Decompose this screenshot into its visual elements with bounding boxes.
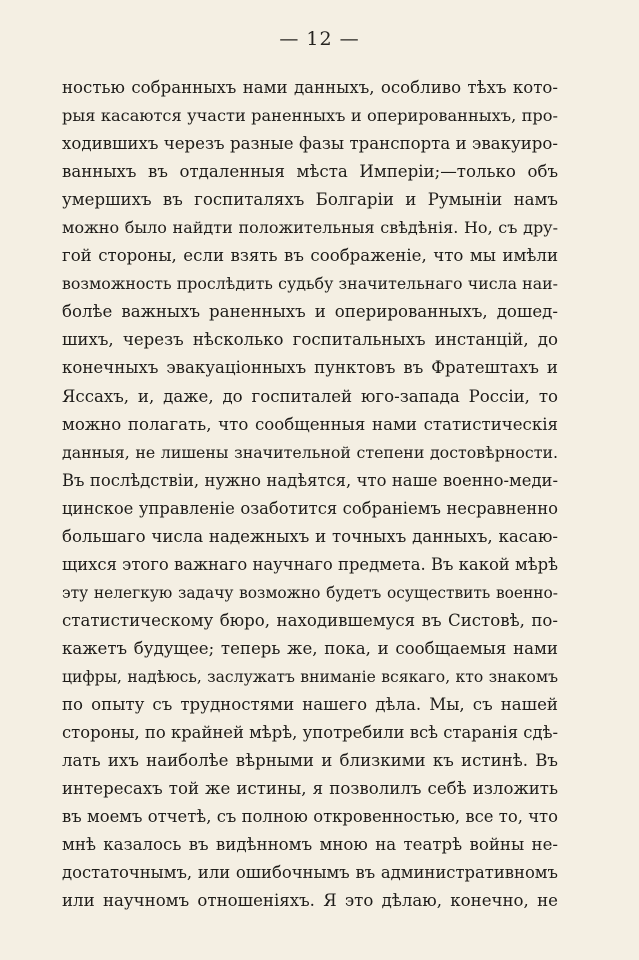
text-line: мнѣ казалось въ видѣнномъ мною на театрѣ войны не- (62, 835, 558, 855)
text-line: возможность прослѣдить судьбу значительнаго числа наи- (62, 274, 558, 294)
text-line: ванныхъ въ отдаленныя мѣста Имперіи;—только объ (62, 162, 558, 182)
text-line: можно полагать, что сообщенныя нами статистическія (62, 414, 558, 434)
body-text (62, 74, 558, 915)
text-line: цинское управленіе озаботится собраніемъ несравненно (62, 498, 558, 518)
text-line: данныя, не лишены значительной степени достовѣрности. (62, 442, 558, 462)
text-line: цифры, надѣюсь, заслужатъ вниманіе всякаго, кто знакомъ (62, 667, 558, 686)
page-number: — 12 — (279, 28, 360, 50)
text-line: конечныхъ эвакуаціонныхъ пунктовъ въ Фратештахъ и (62, 358, 558, 378)
text-line: по опыту съ трудностями нашего дѣла. Мы, съ нашей (62, 695, 558, 715)
text-line: въ моемъ отчетѣ, съ полною откровенностью, все то, что (62, 807, 558, 827)
text-line: стороны, по крайней мѣрѣ, употребили всѣ старанія сдѣ- (62, 723, 558, 743)
text-line: большаго числа надежныхъ и точныхъ данныхъ, касаю- (62, 526, 558, 546)
text-line: щихся этого важнаго научнаго предмета. Въ какой мѣрѣ (62, 554, 558, 574)
text-line: или научномъ отношеніяхъ. Я это дѣлаю, конечно, не (62, 891, 558, 911)
text-line: ходившихъ черезъ разные фазы транспорта и эвакуиро- (62, 134, 558, 154)
text-line: рыя касаются участи раненныхъ и оперированныхъ, про- (62, 106, 558, 126)
text-line: шихъ, черезъ нѣсколько госпитальныхъ инстанцій, до (62, 330, 558, 350)
text-line: статистическому бюро, находившемуся въ Систовѣ, по- (62, 610, 558, 630)
text-line: интересахъ той же истины, я позволилъ себѣ изложить (62, 779, 558, 799)
text-line: кажетъ будущее; теперь же, пока, и сообщаемыя нами (62, 638, 558, 658)
text-line: лать ихъ наиболѣе вѣрными и близкими къ истинѣ. Въ (62, 751, 558, 771)
text-line: Яссахъ, и, даже, до госпиталей юго-запада Россіи, то (62, 386, 558, 406)
text-line: болѣе важныхъ раненныхъ и оперированныхъ, дошед- (62, 302, 558, 322)
text-line: гой стороны, если взять въ соображеніе, что мы имѣли (62, 246, 558, 266)
text-line: эту нелегкую задачу возможно будетъ осуществить военно- (62, 583, 558, 602)
text-line: умершихъ въ госпиталяхъ Болгаріи и Румыніи намъ (62, 190, 558, 210)
text-line: достаточнымъ, или ошибочнымъ въ административномъ (62, 863, 558, 883)
text-line: Въ послѣдствіи, нужно надѣятся, что наше военно-меди- (62, 470, 558, 490)
text-line: можно было найдти положительныя свѣдѣнія. Но, съ дру- (62, 218, 558, 238)
text-line: ностью собранныхъ нами данныхъ, особливо тѣхъ кото- (62, 78, 558, 97)
